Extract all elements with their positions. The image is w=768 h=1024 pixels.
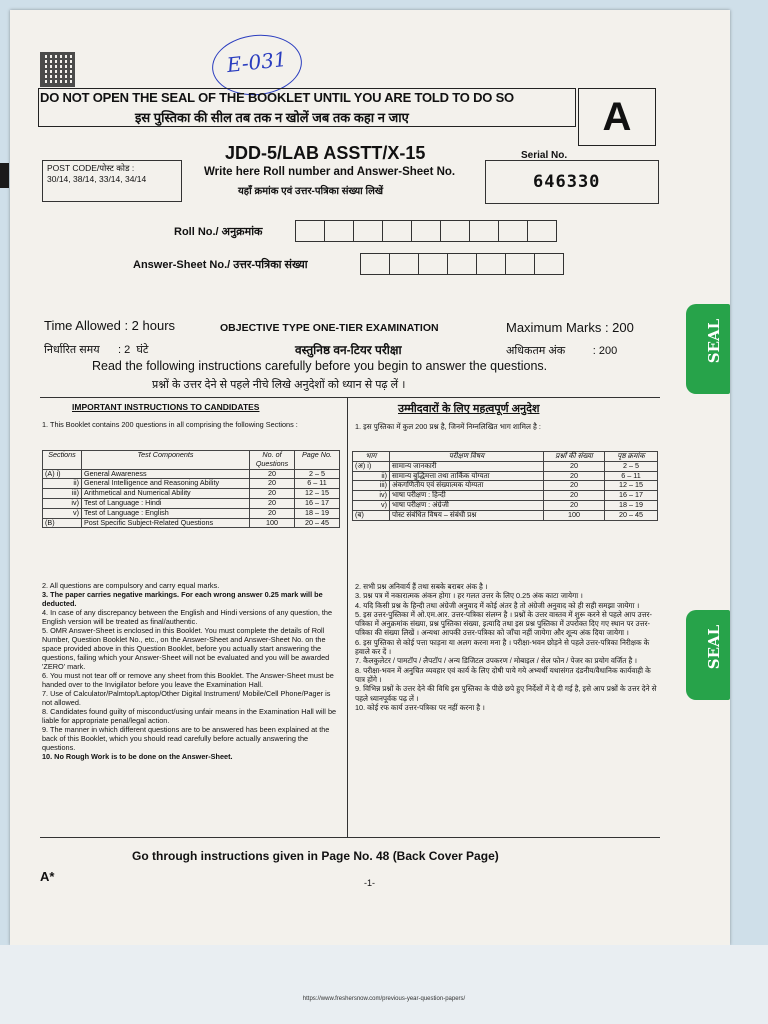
table-cell: ii) bbox=[43, 479, 82, 489]
scanner-edge-mark bbox=[0, 163, 9, 188]
time-allowed-english: Time Allowed : 2 hours bbox=[44, 318, 176, 333]
table-cell: 6 – 11 bbox=[605, 471, 658, 481]
table-cell: 18 – 19 bbox=[605, 500, 658, 510]
table-cell: 20 bbox=[544, 500, 605, 510]
table-cell: पोस्ट संबंधित विषय – संबंधी प्रश्न bbox=[390, 510, 544, 520]
table-header: परीक्षण विषय bbox=[390, 452, 544, 462]
list-item: 9. विभिन्न प्रश्नों के उत्तर देने की विधि इस पुस्तिका के पीछे छपे हुए निर्देशों में दे दी गई है, इसे आप प्रश्नों के उत्तर देने से पहले ध्यानपूर्वक पढ़ लें । bbox=[355, 684, 657, 703]
table-row bbox=[353, 461, 658, 471]
table-cell: भाषा परीक्षण : हिन्दी bbox=[390, 491, 544, 501]
table-cell: Post Specific Subject-Related Questions bbox=[82, 518, 250, 528]
table-cell: 18 – 19 bbox=[295, 508, 340, 518]
table-cell: 20 bbox=[250, 479, 295, 489]
table-cell: iii) bbox=[43, 489, 82, 499]
table-cell: 20 – 45 bbox=[605, 510, 658, 520]
instruction-item-1-english: 1. This Booklet contains 200 questions in all comprising the following Sections : bbox=[42, 420, 298, 429]
column-divider bbox=[347, 397, 348, 837]
instruction-list-hindi bbox=[355, 582, 657, 712]
booklet-code-footer: A* bbox=[40, 869, 55, 884]
table-cell: 100 bbox=[544, 510, 605, 520]
instruction-item-1-hindi: 1. इस पुस्तिका में कुल 200 प्रश्न है, जिनमें निम्नलिखित भाग शामिल है : bbox=[355, 422, 541, 431]
divider bbox=[40, 837, 660, 838]
table-cell: 20 bbox=[250, 489, 295, 499]
table-row bbox=[43, 508, 340, 518]
table-header-row bbox=[353, 452, 658, 462]
list-item: 10. No Rough Work is to be done on the Answer-Sheet. bbox=[42, 752, 233, 761]
instruction-list-english bbox=[42, 581, 342, 761]
table-cell: 16 – 17 bbox=[605, 491, 658, 501]
table-header: Test Components bbox=[82, 451, 250, 470]
table-cell: (A) i) bbox=[43, 469, 82, 479]
table-cell: Test of Language : Hindi bbox=[82, 498, 250, 508]
table-cell: 20 bbox=[250, 469, 295, 479]
table-cell: 12 – 15 bbox=[605, 481, 658, 491]
table-cell: 2 – 5 bbox=[605, 461, 658, 471]
table-cell: (ब) bbox=[353, 510, 390, 520]
table-cell: अंकगणितीय एवं संख्यात्मक योग्यता bbox=[390, 481, 544, 491]
roll-number-field[interactable] bbox=[296, 220, 557, 242]
table-cell: भाषा परीक्षण : अंग्रेजी bbox=[390, 500, 544, 510]
answer-sheet-number-field[interactable] bbox=[361, 253, 564, 275]
seal-label: SEAL bbox=[705, 624, 724, 670]
table-cell: Arithmetical and Numerical Ability bbox=[82, 489, 250, 499]
read-instructions-english: Read the following instructions carefully before you begin to answer the questions. bbox=[92, 359, 548, 373]
answer-sheet-label: Answer-Sheet No./ उत्तर-पत्रिका संख्या bbox=[133, 259, 308, 271]
table-header-row bbox=[43, 451, 340, 470]
seal-tab-top[interactable] bbox=[686, 304, 730, 394]
table-cell: 12 – 15 bbox=[295, 489, 340, 499]
serial-label: Serial No. bbox=[521, 150, 568, 161]
sections-table-english bbox=[42, 450, 340, 528]
list-item: 3. प्रश्न पत्र में नकारात्मक अंकन होगा । हर गलत उत्तर के लिए 0.25 अंक काटा जायेगा । bbox=[355, 591, 583, 601]
table-row bbox=[43, 489, 340, 499]
list-item: 7. Use of Calculator/Palmtop/Laptop/Other Digital Instrument/ Mobile/Cell Phone/Pager is not allowed. bbox=[42, 689, 331, 707]
list-item: 6. इस पुस्तिका से कोई पत्ता फाड़ना या अलग करना मना है । परीक्षा-भवन छोड़ने से पहले उत्तर-पत्रिका निरीक्षक के हवाले कर दें । bbox=[355, 637, 650, 657]
table-header: Page No. bbox=[295, 451, 340, 470]
table-cell: 20 bbox=[544, 491, 605, 501]
table-cell: ii) bbox=[353, 471, 390, 481]
read-instructions-hindi: प्रश्नों के उत्तर देने से पहले नीचे लिखे अनुदेशों को ध्यान से पढ़ लें । bbox=[152, 379, 406, 391]
table-cell: सामान्य जानकारी bbox=[390, 461, 544, 471]
table-header: पृष्ठ क्रमांक bbox=[605, 452, 658, 462]
table-cell: (अ) i) bbox=[353, 461, 390, 471]
table-row bbox=[43, 498, 340, 508]
table-header: No. of Questions bbox=[250, 451, 295, 470]
table-header: भाग bbox=[353, 452, 390, 462]
list-item: 2. सभी प्रश्न अनिवार्य हैं तथा सबके बराबर अंक है । bbox=[355, 582, 488, 591]
post-code-label: POST CODE/पोस्ट कोड : bbox=[47, 163, 135, 173]
scanner-bed bbox=[0, 945, 768, 1024]
table-cell: General Awareness bbox=[82, 469, 250, 479]
table-cell: 20 bbox=[544, 481, 605, 491]
write-roll-instruction-hindi: यहाँ क्रमांक एवं उत्तर-पत्रिका संख्या लिखें bbox=[238, 186, 384, 197]
post-code-box bbox=[42, 160, 182, 202]
list-item: 8. परीक्षा-भवन में अनुचित व्यवहार एवं कार्य के लिए दोषी पाये गये अभ्यर्थी यथासंगत दंडनीय/वैधानिक कार्यवाही के पात्र होंगे । bbox=[355, 665, 651, 684]
list-item: 7. कैलकुलेटर / पामटॉप / लैपटॉप / अन्य डिजिटल उपकरण / मोबाइल / सेल फोन / पेजर का प्रयोग वर्जित है । bbox=[355, 656, 638, 666]
table-cell: (B) bbox=[43, 518, 82, 528]
table-cell: 20 bbox=[544, 461, 605, 471]
instructions-heading-hindi: उम्मीदवारों के लिए महत्वपूर्ण अनुदेश bbox=[398, 403, 540, 415]
list-item: 4. यदि किसी प्रश्न के हिन्दी तथा अंग्रेजी अनुवाद में कोई अंतर है तो अंग्रेजी अनुवाद को ही सही समझा जायेगा । bbox=[355, 600, 640, 610]
list-item: 3. The paper carries negative markings. For each wrong answer 0.25 mark will be deducted. bbox=[42, 590, 323, 608]
booklet-set-letter: A bbox=[578, 88, 656, 146]
list-item: 2. All questions are compulsory and carry equal marks. bbox=[42, 581, 220, 590]
table-cell: v) bbox=[353, 500, 390, 510]
seal-warning-english: DO NOT OPEN THE SEAL OF THE BOOKLET UNTIL YOU ARE TOLD TO DO SO bbox=[40, 90, 514, 105]
table-cell: 100 bbox=[250, 518, 295, 528]
table-cell: iv) bbox=[43, 498, 82, 508]
table-row bbox=[43, 518, 340, 528]
table-cell: 6 – 11 bbox=[295, 479, 340, 489]
qr-code-icon bbox=[40, 52, 75, 87]
table-row bbox=[353, 491, 658, 501]
write-roll-instruction-english: Write here Roll number and Answer-Sheet No. bbox=[204, 166, 456, 178]
sections-table-hindi bbox=[352, 451, 658, 521]
booklet-title: JDD-5/LAB ASSTT/X-15 bbox=[225, 143, 426, 163]
list-item: 6. You must not tear off or remove any sheet from this Booklet. The Answer-Sheet must be handed over to the Invigilator before you leave the Examination Hall. bbox=[42, 671, 334, 689]
seal-tab-bottom[interactable] bbox=[686, 610, 730, 700]
table-cell: iii) bbox=[353, 481, 390, 491]
max-marks-english: Maximum Marks : 200 bbox=[506, 320, 634, 335]
table-cell: iv) bbox=[353, 491, 390, 501]
table-cell: Test of Language : English bbox=[82, 508, 250, 518]
instructions-heading-english: IMPORTANT INSTRUCTIONS TO CANDIDATES bbox=[72, 402, 260, 412]
table-cell: v) bbox=[43, 508, 82, 518]
source-url: https://www.freshersnow.com/previous-year-question-papers/ bbox=[302, 996, 466, 1002]
divider bbox=[40, 397, 660, 398]
max-marks-hindi: अधिकतम अंक : 200 bbox=[506, 345, 618, 357]
time-allowed-hindi: निर्धारित समय : 2 घंटे bbox=[44, 344, 149, 356]
table-header: प्रश्नों की संख्या bbox=[544, 452, 605, 462]
list-item: 8. Candidates found guilty of misconduct/using unfair means in the Examination Hall will be liable for appropriate penal/legal action. bbox=[42, 707, 337, 725]
seal-label: SEAL bbox=[705, 318, 724, 364]
table-cell: 20 bbox=[544, 471, 605, 481]
table-cell: 2 – 5 bbox=[295, 469, 340, 479]
back-cover-instruction: Go through instructions given in Page No. 48 (Back Cover Page) bbox=[132, 849, 499, 863]
serial-number: 646330 bbox=[533, 172, 601, 192]
table-cell: General Intelligence and Reasoning Ability bbox=[82, 479, 250, 489]
table-row bbox=[353, 500, 658, 510]
list-item: 5. OMR Answer-Sheet is enclosed in this Booklet. You must complete the details of Roll Number, Question Booklet No., etc., on the Answer-Sheet and Answer-Sheet No. on the space provided above in this Question Booklet, before you actually start answering the questions, failing which your Answer-Sheet will not be evaluated and you will be awarded 'ZERO' mark. bbox=[42, 626, 330, 671]
exam-type-hindi: वस्तुनिष्ठ वन-टियर परीक्षा bbox=[295, 343, 402, 357]
list-item: 10. कोई रफ कार्य उत्तर-पत्रिका पर नहीं करना है । bbox=[355, 702, 485, 712]
table-cell: 16 – 17 bbox=[295, 498, 340, 508]
table-row bbox=[353, 510, 658, 520]
list-item: 5. इस उत्तर-पुस्तिका में ओ.एम.आर. उत्तर-पत्रिका संलग्न है । प्रश्नों के उत्तर वास्तव में शुरू करने से पहले आप उत्तर-पत्रिका में अनुक्रमांक संख्या, प्रश्न पुस्तिका संख्या, इत्यादि तथा इस प्रश्न पुस्तिका में उपरोक्त दिए गए स्थान पर उत्तर-पत्रिका की संख्या लिखें । अन्यथा आपकी उत्तर-पत्रिका को जाँचा नहीं जायेगा और शून्य अंक दिया जायेगा । bbox=[355, 609, 652, 638]
table-cell: सामान्य बुद्धिमत्ता तथा तार्किक योग्यता bbox=[390, 471, 544, 481]
table-cell: 20 – 45 bbox=[295, 518, 340, 528]
table-header: Sections bbox=[43, 451, 82, 470]
roll-number-label: Roll No./ अनुक्रमांक bbox=[174, 226, 263, 238]
table-cell: 20 bbox=[250, 498, 295, 508]
exam-type-english: OBJECTIVE TYPE ONE-TIER EXAMINATION bbox=[220, 322, 439, 334]
post-code-value: 30/14, 38/14, 33/14, 34/14 bbox=[47, 174, 147, 184]
list-item: 9. The manner in which different questions are to be answered has been explained at the back of this Booklet, which you should read carefully before actually answering the questions. bbox=[42, 725, 330, 752]
table-cell: 20 bbox=[250, 508, 295, 518]
handwritten-text: E-031 bbox=[225, 46, 288, 78]
page-number: -1- bbox=[364, 878, 375, 888]
seal-warning-hindi: इस पुस्तिका की सील तब तक न खोलें जब तक कहा न जाए bbox=[135, 110, 409, 125]
list-item: 4. In case of any discrepancy between the English and Hindi versions of any question, the English version will be treated as final/authentic. bbox=[42, 608, 333, 626]
